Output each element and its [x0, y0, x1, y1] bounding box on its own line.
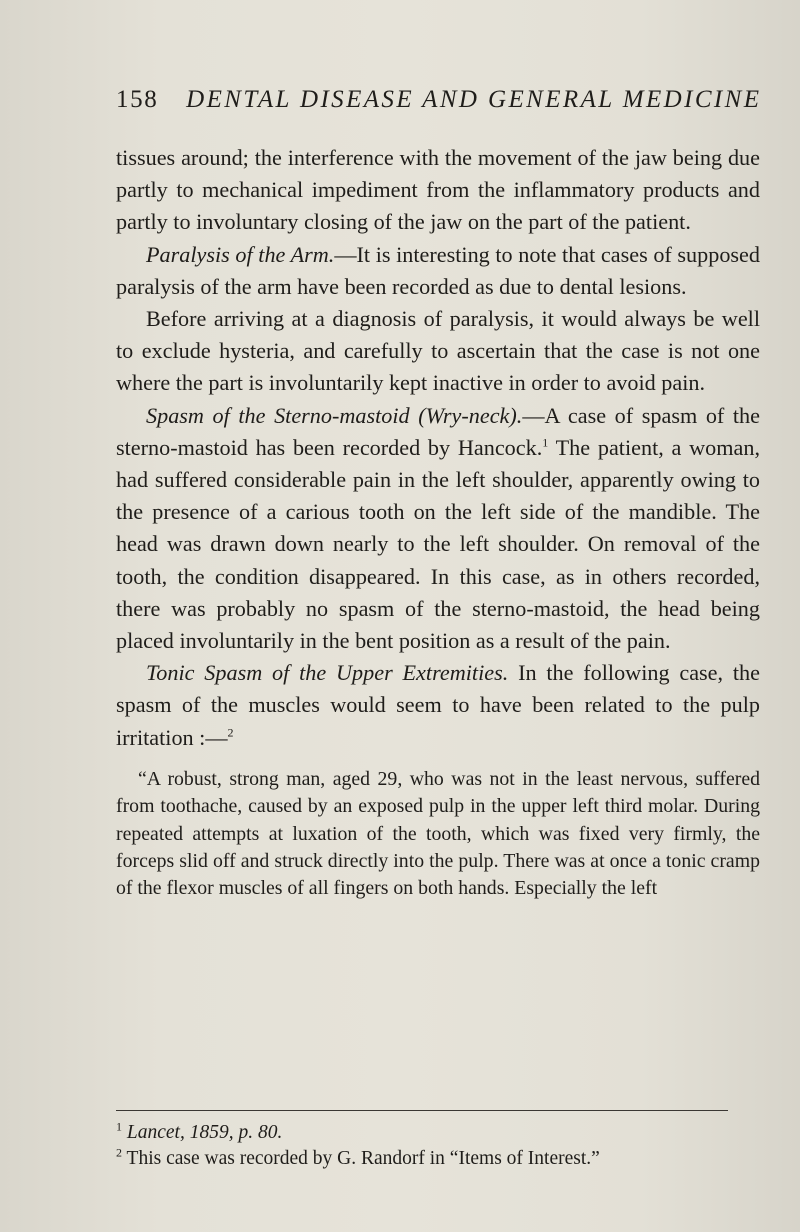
section-heading-wry-neck: Spasm of the Sterno-mastoid (Wry-neck).	[146, 402, 523, 428]
paragraph-2	[116, 239, 760, 303]
footnote-1-text: Lancet, 1859, p. 80.	[126, 1122, 283, 1143]
page-number: 158	[116, 86, 159, 113]
footnote-mark-2: 2	[116, 1145, 122, 1160]
quoted-case: “A robust, strong man, aged 29, who was not in the least nervous, suffered from toothache, caused by an exposed pulp in the upper left third molar. During repeated attempts at luxation of the tooth, which was fixed very firmly, the forceps slid off and struck directly into the pulp. There was at once a tonic cramp of the flexor muscles of all fingers on both hands. Especially the left	[116, 767, 760, 900]
section-heading-tonic-spasm: Tonic Spasm of the Upper Extremities.	[146, 660, 509, 686]
footnote-2-text: This case was recorded by G. Randorf in “Items of Interest.”	[126, 1148, 600, 1169]
paragraph-5	[116, 657, 760, 754]
paragraph-3: Before arriving at a diagnosis of paralysis, it would always be well to exclude hysteria, and carefully to ascertain that the case is not one where the part is involuntarily kept inactive in order to avoid pain.	[116, 306, 760, 396]
section-heading-paralysis: Paralysis of the Arm.	[146, 241, 335, 267]
footnote-2	[116, 1146, 760, 1172]
footnote-divider	[116, 1110, 728, 1111]
footnote-1	[116, 1120, 760, 1146]
footnotes	[116, 1120, 760, 1172]
footnote-ref-1: 1	[542, 435, 549, 450]
footnote-ref-2: 2	[227, 725, 234, 740]
footnote-mark-1: 1	[116, 1119, 122, 1134]
paragraph-4-text-a: —A case of spasm of the sterno-mastoid has been recorded by Hancock.	[116, 402, 760, 460]
paragraph-2-text: —It is interesting to note that cases of supposed paralysis of the arm have been recorded as due to dental lesions.	[116, 241, 760, 299]
paragraph-4-text-b: The patient, a woman, had suffered considerable pain in the left shoulder, apparently owing to the presence of a carious tooth on the left side of the mandible. The head was drawn down nearly to the left shoulder. On removal of the tooth, the condition disappeared. In this case, as in others recorded, there was probably no spasm of the sterno-mastoid, the head being placed involuntarily in the bent position as a result of the pain.	[116, 434, 760, 654]
main-text	[116, 142, 760, 903]
running-title: DENTAL DISEASE AND GENERAL MEDICINE	[186, 86, 762, 113]
running-head	[116, 86, 762, 114]
paragraph-5-text: In the following case, the spasm of the muscles would seem to have been related to the pulp irritation :—	[116, 660, 760, 750]
paragraph-1: tissues around; the interference with the movement of the jaw being due partly to mechanical impediment from the inflammatory products and partly to involuntary closing of the jaw on the part of the patient.	[116, 145, 760, 235]
paragraph-4	[116, 400, 760, 658]
